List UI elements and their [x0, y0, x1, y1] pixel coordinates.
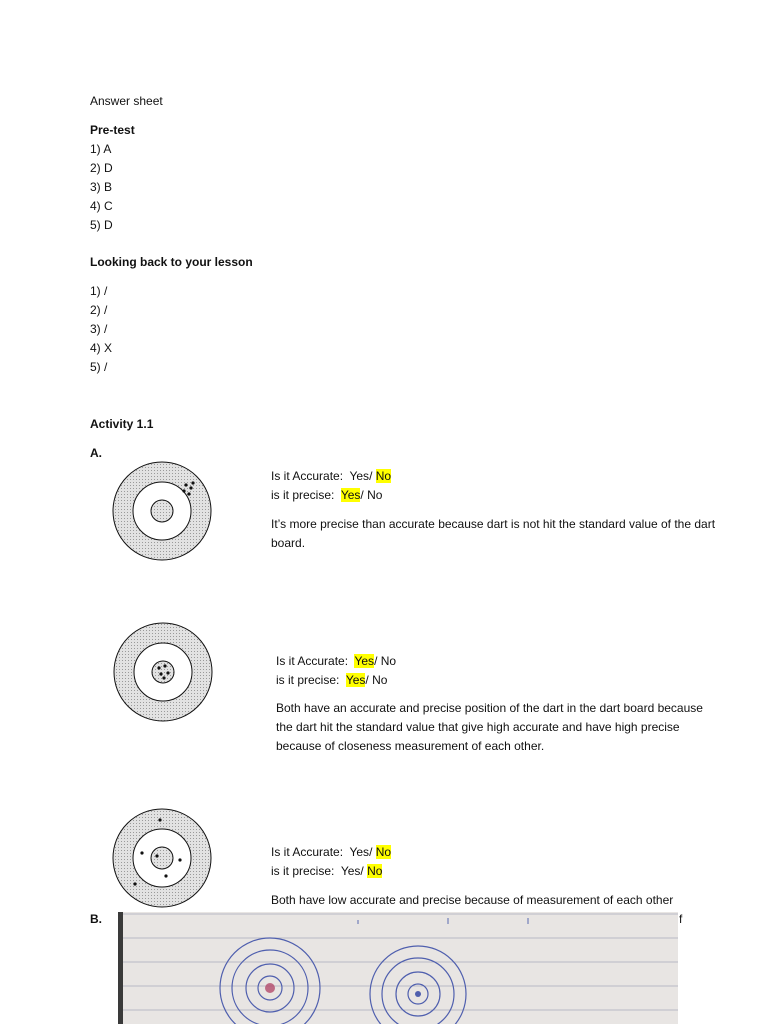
item-2-precise-line: is it precise: Yes/ No — [276, 673, 388, 687]
item-2-accurate-answer: Yes — [354, 654, 375, 668]
looking-back-heading: Looking back to your lesson — [90, 255, 253, 269]
dartboard-3-image — [112, 808, 212, 908]
looking-back-answer: 4) X — [90, 341, 113, 355]
item-3-precise-line: is it precise: Yes/ No — [271, 864, 383, 878]
looking-back-answer: 1) / — [90, 284, 108, 298]
notebook-drawing-image — [118, 912, 678, 1024]
item-1-precise-line: is it precise: Yes/ No — [271, 488, 383, 502]
pretest-answer: 3) B — [90, 180, 113, 194]
item-2-accurate-line: Is it Accurate: Yes/ No — [276, 654, 397, 668]
document-title: Answer sheet — [90, 94, 163, 108]
pretest-answer: 1) A — [90, 142, 112, 156]
item-3-explanation: Both have low accurate and precise because of measurement of each other — [271, 893, 674, 907]
item-2-explanation: Both have an accurate and precise position of the dart in the dart board because the dart hit the standard value that give high accurate and have high precise because of closeness measurement of each other. — [276, 701, 703, 753]
item-1-explanation: It’s more precise than accurate because dart is not hit the standard value of the dart board. — [271, 517, 716, 550]
notebook-photo — [118, 912, 678, 1024]
pretest-heading: Pre-test — [90, 123, 135, 137]
item-1-precise-answer: Yes — [340, 488, 361, 502]
item-3-accurate-line: Is it Accurate: Yes/ No — [271, 845, 392, 859]
pretest-answer: 2) D — [90, 161, 113, 175]
item-2-precise-answer: Yes — [345, 673, 366, 687]
part-a-label: A. — [90, 446, 102, 460]
pretest-answer: 5) D — [90, 218, 113, 232]
item-1-accurate-line: Is it Accurate: Yes/ No — [271, 469, 392, 483]
looking-back-answer: 2) / — [90, 303, 108, 317]
item-3-precise-answer: No — [367, 864, 383, 878]
part-b-label: B. — [90, 912, 102, 926]
looking-back-answer: 5) / — [90, 360, 108, 374]
item-3-accurate-answer: No — [375, 845, 392, 859]
dartboard-1-image — [112, 461, 212, 561]
activity-heading: Activity 1.1 — [90, 417, 154, 431]
looking-back-answer: 3) / — [90, 322, 108, 336]
item-1-accurate-answer: No — [375, 469, 392, 483]
dartboard-2-image — [113, 621, 213, 724]
pretest-answer: 4) C — [90, 199, 113, 213]
cut-off-text: f — [679, 912, 683, 926]
